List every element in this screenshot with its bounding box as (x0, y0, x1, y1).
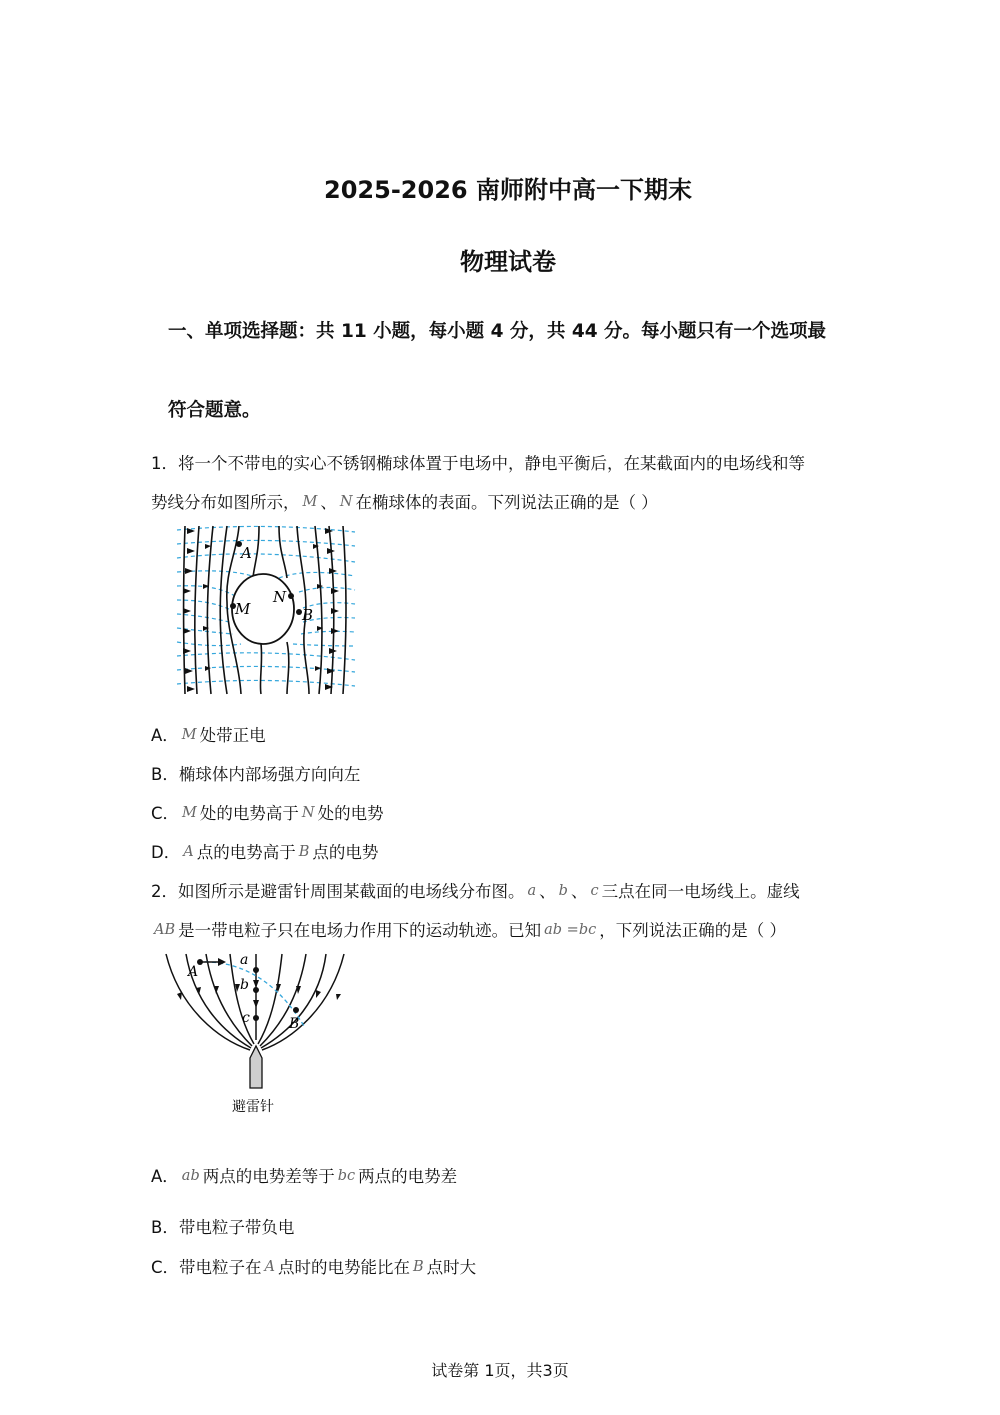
q2-var-ab-path: AB (154, 922, 176, 938)
q1-option-d-var1: A (183, 844, 194, 860)
q1-label-n: N (273, 588, 287, 606)
q2-label-b: b (240, 977, 249, 993)
q2-sep2: 、 (570, 882, 588, 901)
q2-label-c: c (242, 1010, 250, 1026)
q1-option-a-text: 处带正电 (199, 726, 266, 745)
q2-option-a-var2: bc (337, 1168, 356, 1184)
q2-caption: 避雷针 (232, 1099, 274, 1115)
exam-title: 2025-2026 南师附中高一下期末 (324, 176, 692, 204)
q1-option-c-prefix: C． (151, 804, 180, 823)
q1-stem-line1: 1．将一个不带电的实心不锈钢椭球体置于电场中，静电平衡后，在某截面内的电场线和等 (151, 454, 805, 473)
q1-option-d-var2: B (298, 844, 310, 860)
q2-sep1: 、 (539, 882, 556, 901)
q2-option-c-var1: A (264, 1259, 276, 1275)
q2-option-c[interactable] (151, 1254, 476, 1278)
q1-sep: 、 (320, 493, 337, 512)
q2-var-c: c (590, 883, 599, 899)
q2-stem-text-3: 是一带电粒子只在电场力作用下的运动轨迹。已知 (178, 921, 542, 940)
q1-var-m: M (302, 494, 318, 510)
q2-option-b[interactable] (151, 1214, 294, 1238)
q2-option-c-text3: 点时大 (426, 1258, 477, 1277)
q2-option-b-prefix: B． (151, 1218, 179, 1237)
q1-var-n: N (339, 494, 353, 510)
q1-option-a-var: M (181, 727, 197, 743)
q2-label-A: A (188, 964, 199, 980)
q1-option-a-prefix: A． (151, 726, 179, 745)
q2-option-a-text2: 两点的电势差 (358, 1167, 458, 1186)
q1-stem-line2 (151, 489, 658, 513)
q2-figure (160, 950, 350, 1120)
q1-option-a[interactable] (151, 722, 266, 746)
q1-figure (175, 522, 360, 697)
q1-option-b-prefix: B． (151, 765, 179, 784)
q1-stem-text-2: 在椭球体的表面。下列说法正确的是（ ） (355, 493, 658, 512)
q2-label-B: B (289, 1016, 300, 1032)
section-heading: 一、单项选择题：共 11 小题，每小题 4 分，共 44 分。每小题只有一个选项最 (168, 321, 827, 342)
q1-option-b[interactable] (151, 761, 360, 785)
q1-option-c-text2: 处的电势 (317, 804, 384, 823)
page-footer: 试卷第 1页，共3页 (431, 1361, 569, 1380)
q2-stem-text-2: 三点在同一电场线上。虚线 (601, 882, 800, 901)
q1-option-d[interactable] (151, 839, 378, 863)
q2-velocity-arrow-head (218, 958, 226, 966)
q2-label-a: a (240, 952, 249, 968)
q2-option-c-text2: 点时的电势能比在 (278, 1258, 411, 1277)
q2-stem-text: 2．如图所示是避雷针周围某截面的电场线分布图。 (151, 882, 525, 901)
q2-stem-line2 (151, 917, 786, 941)
q1-label-m: M (235, 600, 251, 618)
q2-arrow-heads (177, 980, 341, 1008)
q2-equation: ab =bc (544, 922, 597, 938)
q2-var-b: b (558, 883, 568, 899)
q2-option-c-prefix: C． (151, 1258, 180, 1277)
q2-var-a: a (527, 883, 537, 899)
q1-option-c-text1: 处的电势高于 (199, 804, 299, 823)
q1-option-d-text2: 点的电势 (312, 843, 379, 862)
exam-subtitle: 物理试卷 (460, 248, 556, 276)
section-heading-cont: 符合题意。 (168, 400, 261, 421)
q2-stem-line1 (151, 878, 800, 902)
q2-option-a-text1: 两点的电势差等于 (202, 1167, 335, 1186)
q2-option-a-var1: ab (181, 1168, 200, 1184)
q1-option-c-var1: M (182, 805, 197, 821)
q1-label-a: A (241, 544, 252, 562)
q2-option-a[interactable] (151, 1163, 457, 1187)
q2-option-a-prefix: A． (151, 1167, 179, 1186)
q1-option-c-var2: N (301, 805, 315, 821)
q2-option-c-var2: B (413, 1259, 424, 1275)
q2-option-c-text1: 带电粒子在 (179, 1258, 262, 1277)
q1-option-d-text1: 点的电势高于 (196, 843, 296, 862)
q1-label-b: B (302, 606, 314, 624)
q1-option-b-text: 椭球体内部场强方向向左 (178, 765, 361, 784)
q1-option-d-prefix: D． (151, 843, 181, 862)
q2-lightning-rod (250, 1046, 262, 1088)
q2-stem-text-4: ，下列说法正确的是（ ） (599, 921, 786, 940)
q2-option-b-text: 带电粒子带负电 (178, 1218, 295, 1237)
q1-option-c[interactable] (151, 800, 384, 824)
q1-stem-text: 势线分布如图所示， (151, 493, 300, 512)
